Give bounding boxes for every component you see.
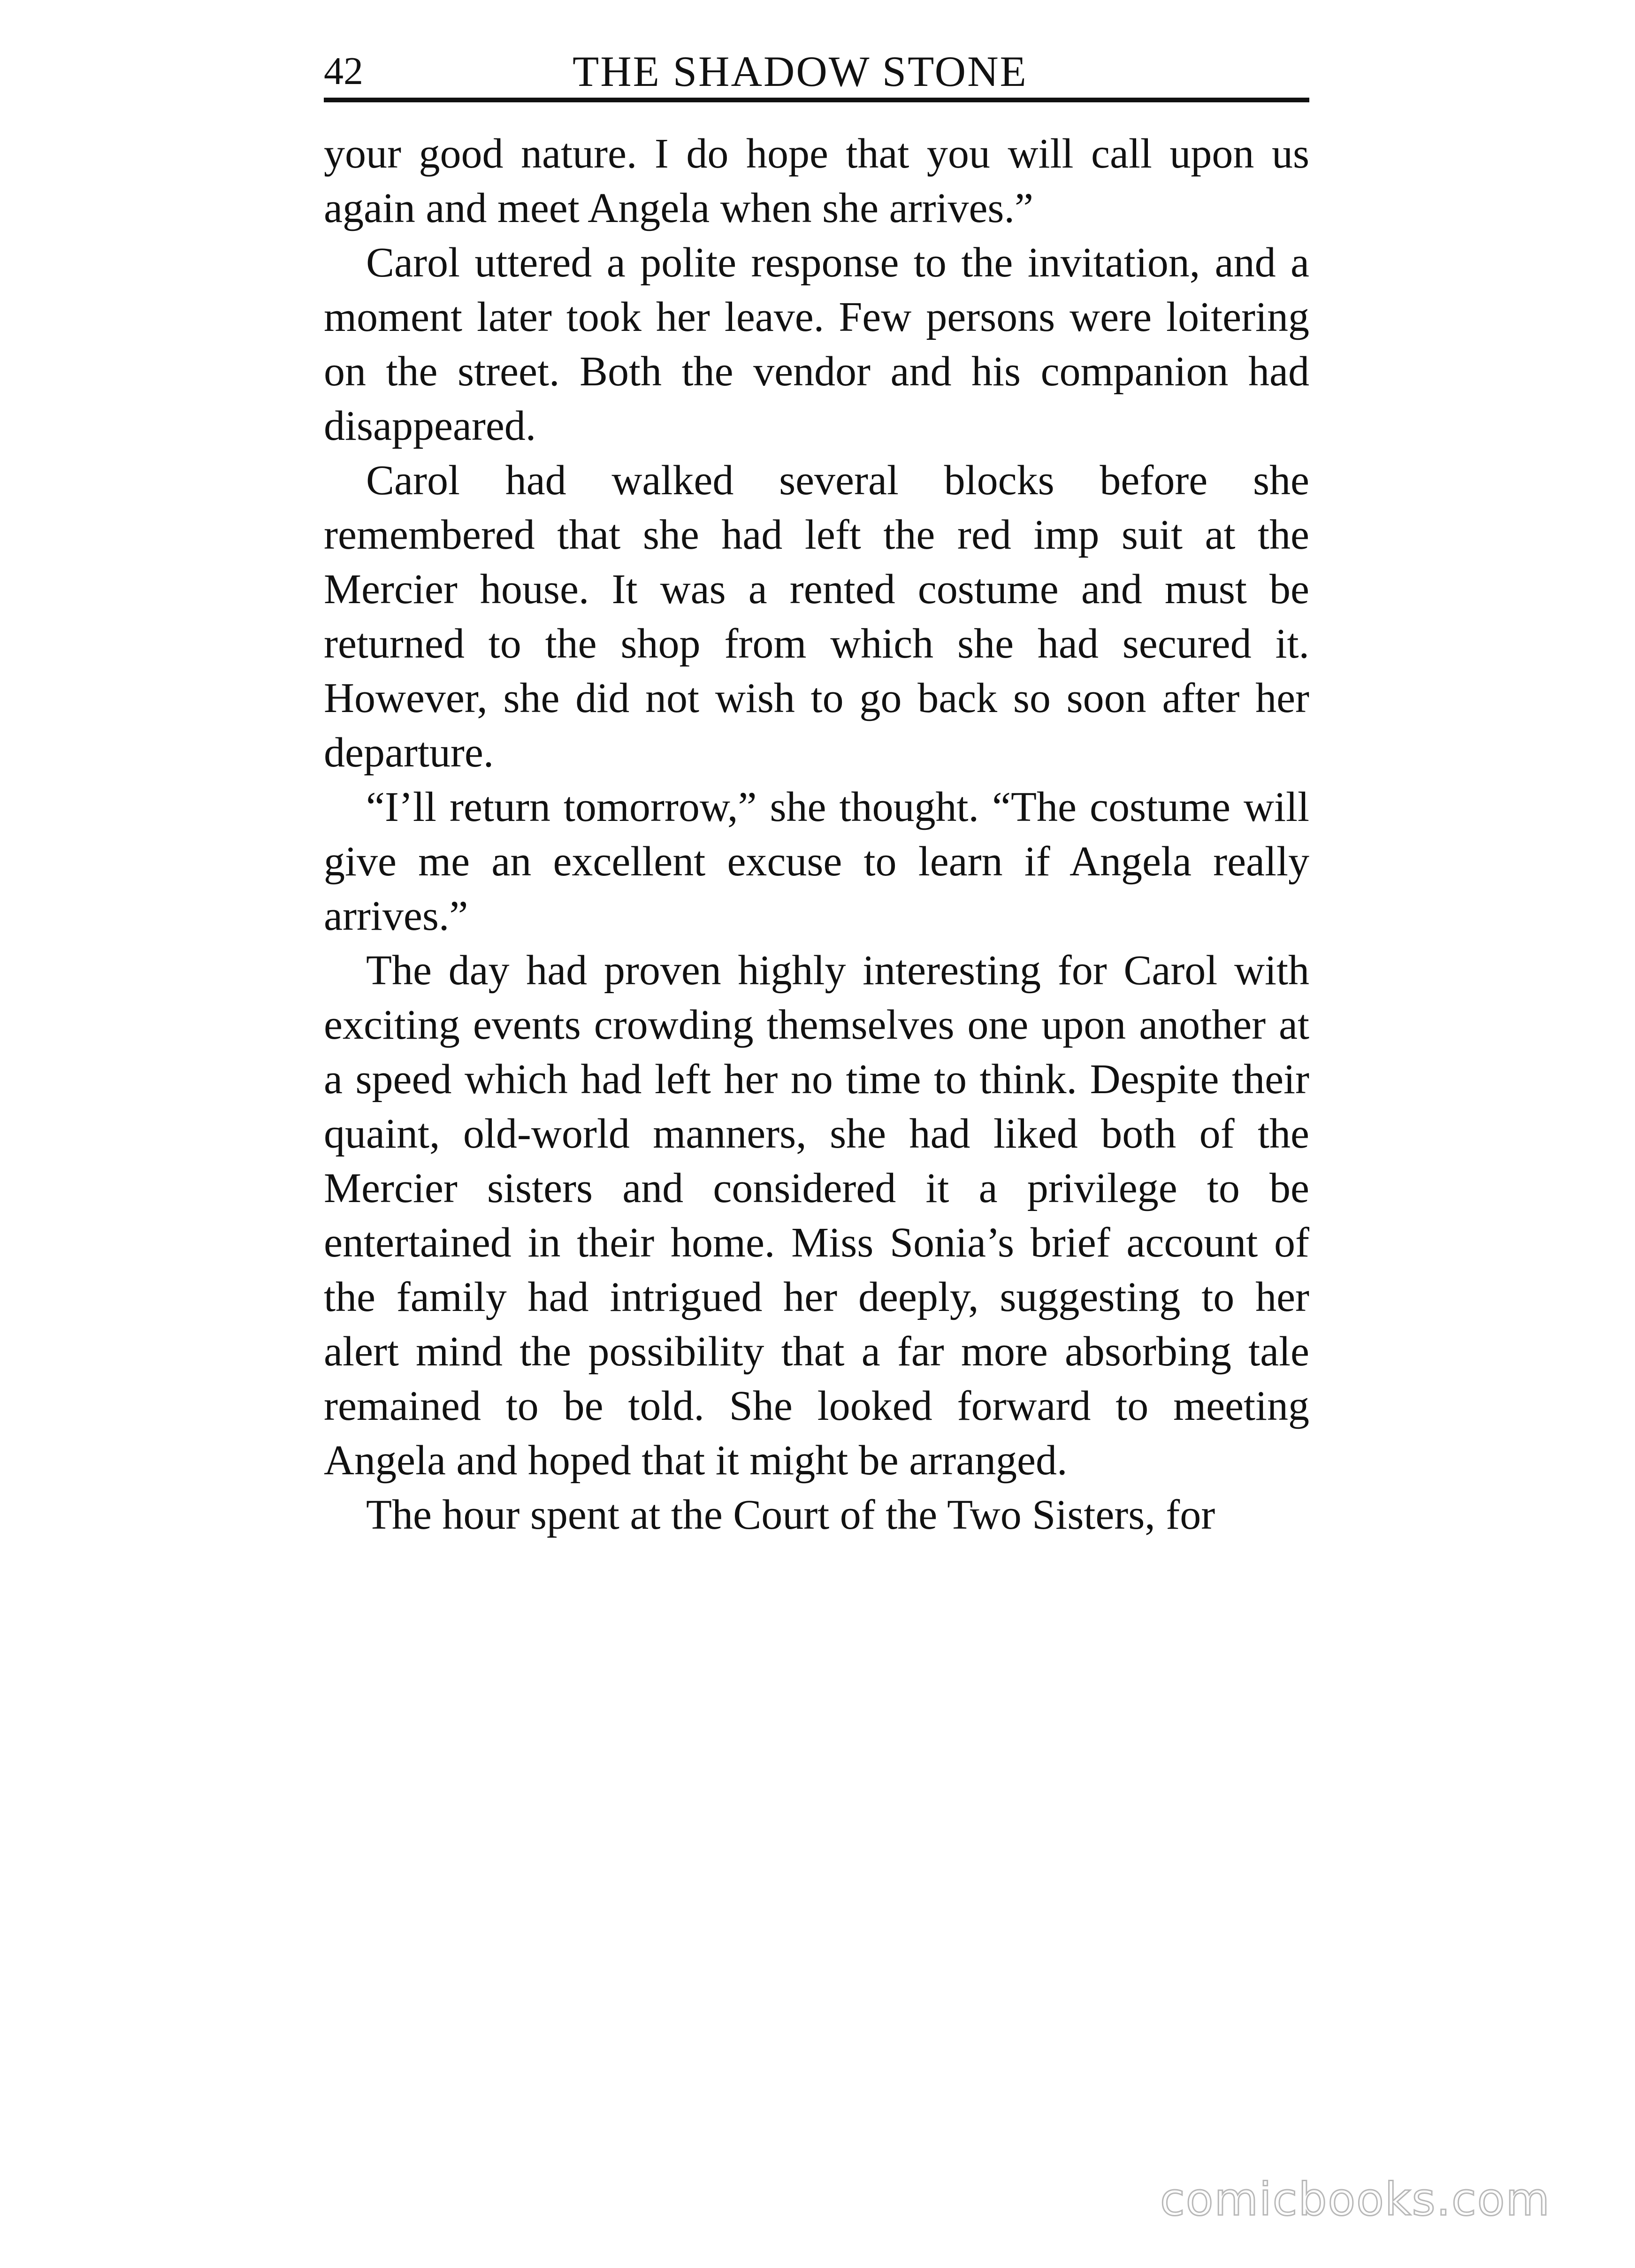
page-header xyxy=(324,43,1309,100)
body-text xyxy=(324,127,1309,1542)
running-head: THE SHADOW STONE xyxy=(573,47,1028,95)
paragraph: Carol uttered a polite response to the invitation, and a moment later took her leave. Few persons were loitering on the street. Both the vendor and his companion had disappeared. xyxy=(324,239,1309,449)
paragraph: your good nature. I do hope that you will call upon us again and meet Angela when she arrives.” xyxy=(324,130,1309,231)
header-rule xyxy=(324,98,1309,102)
page-number: 42 xyxy=(324,49,363,93)
watermark-logo: comicbooks.com xyxy=(1160,2173,1551,2226)
paragraph: The day had proven highly interesting for Carol with exciting events crowding themselves one upon another at a speed which had left her no time to think. Despite their quaint, old-world manners, she had liked both of the Mercier sisters and considered it a privilege to be entertained in their home. Miss Sonia’s brief account of the family had intrigued her deeply, suggesting to her alert mind the possibility that a far more absorbing tale remained to be told. She looked forward to meeting Angela and hoped that it might be arranged. xyxy=(324,947,1309,1484)
paragraph: Carol had walked several blocks before she remembered that she had left the red imp suit at the Mercier house. It was a rented costume and must be returned to the shop from which she had secured it. However, she did not wish to go back so soon after her departure. xyxy=(324,457,1309,776)
paragraph: “I’ll return tomorrow,” she thought. “The costume will give me an excellent excuse to learn if Angela really arrives.” xyxy=(324,784,1309,939)
paragraph: The hour spent at the Court of the Two Sisters, for xyxy=(366,1492,1215,1538)
